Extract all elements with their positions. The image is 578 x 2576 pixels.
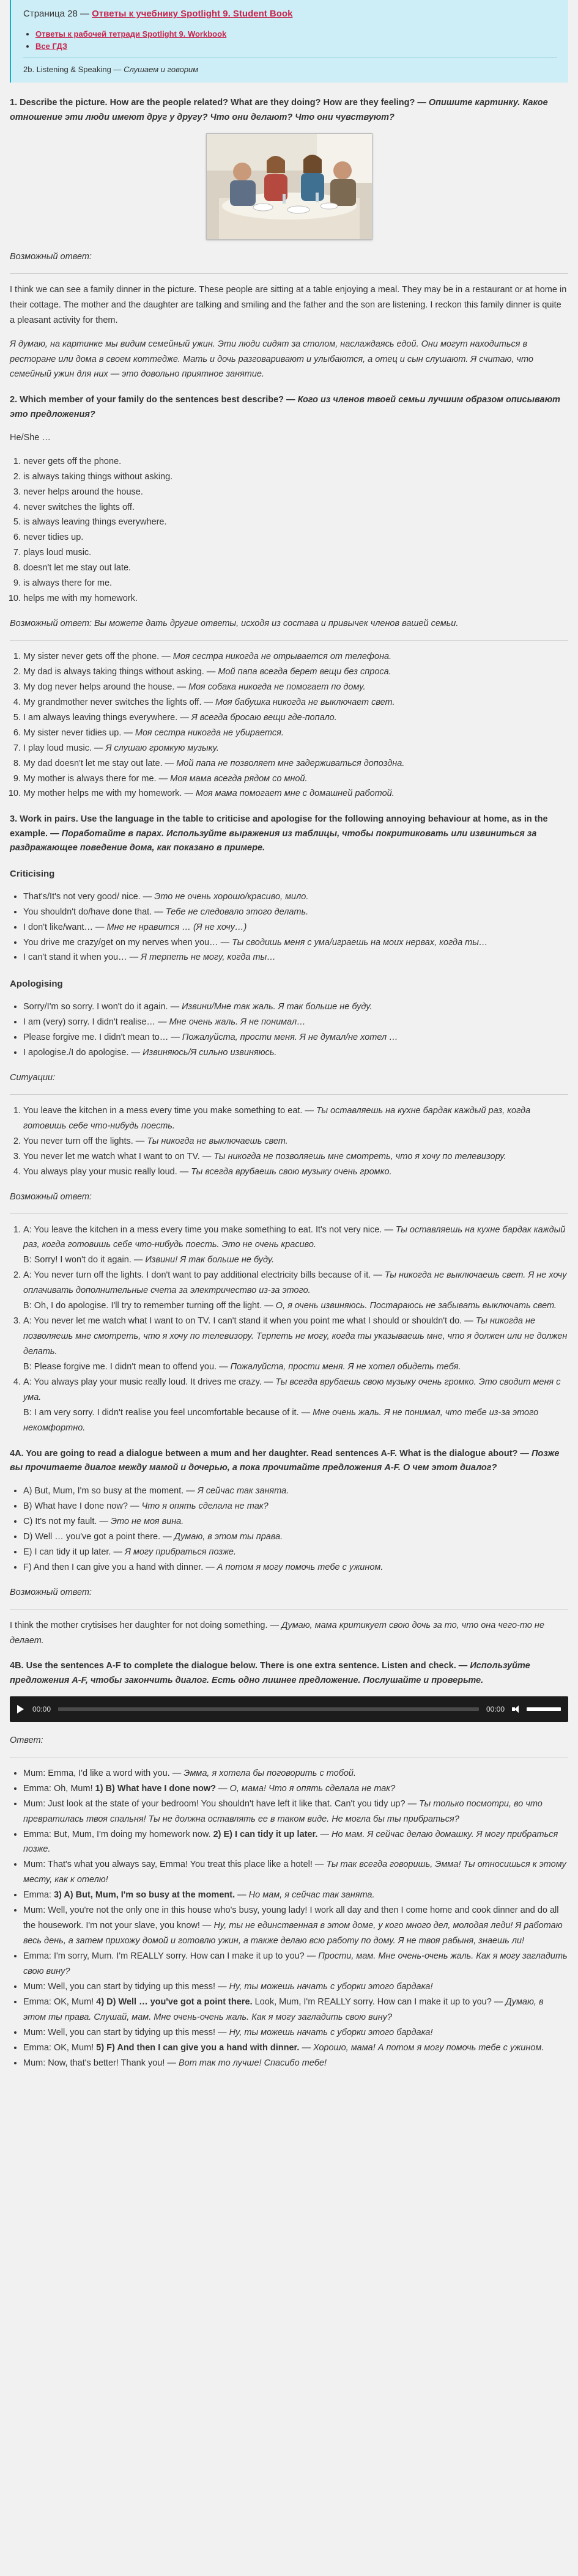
answer-label: Возможный ответ: <box>10 251 92 262</box>
answer-text-en: I think we can see a family dinner in the picture. These people are sitting at a table enjoying a meal. They may be in a restaurant or at home in their cottage. The mother and the daughter are talking and smiling and the father and the son are listening. I reckon this family dinner is quite a pleasant activity for them. <box>10 284 567 325</box>
list-item: 2. You never turn off the lights. — Ты никогда не выключаешь свет. <box>23 1134 568 1149</box>
current-time: 00:00 <box>32 1704 51 1713</box>
list-item: 10. helps me with my homework. <box>23 591 568 606</box>
question-text-ru: Используйте предложения A-F, чтобы закончить диалог. Есть одно лишнее предложение. Послушайте и проверьте. <box>10 1661 530 1685</box>
list-item: • Emma: But, Mum, I'm doing my homework now. 2) E) I can tidy it up later. — Но мам. Я сейчас делаю домашку. Я могу прибраться позже. <box>23 1827 568 1858</box>
page-label: Страница 28 — <box>23 9 92 19</box>
play-icon[interactable] <box>17 1705 24 1713</box>
answer-label: Возможный ответ: <box>10 1191 92 1202</box>
list-item: • Mum: Now, that's better! Thank you! — Вот так то лучше! Спасибо тебе! <box>23 2056 568 2071</box>
list-item: • Mum: Well, you can start by tidying up this mess! — Ну, ты можешь начать с уборки этого бардака! <box>23 2025 568 2041</box>
list-item: • Emma: OK, Mum! 5) F) And then I can give you a hand with dinner. — Хорошо, мама! А потом я могу помочь тебе с ужином. <box>23 2041 568 2056</box>
student-book-link[interactable]: Ответы к учебнику Spotlight 9. Student Book <box>92 9 293 19</box>
workbook-link[interactable]: Ответы к рабочей тетради Spotlight 9. Workbook <box>35 29 227 39</box>
section-title <box>23 63 557 76</box>
list-item: 10. My mother helps me with my homework. — Моя мама помогает мне с домашней работой. <box>23 786 568 801</box>
situations-list <box>10 1103 568 1180</box>
list-item: 1. never gets off the phone. <box>23 454 568 469</box>
list-item: 4. My grandmother never switches the lights off. — Моя бабушка никогда не выключает свет. <box>23 695 568 710</box>
list-item: 6. never tidies up. <box>23 530 568 545</box>
list-item: • Mum: That's what you always say, Emma! You treat this place like a hotel! — Ты так всегда говоришь, Эмма! Ты относишься к этому месту, как к отелю! <box>23 1857 568 1888</box>
volume-slider[interactable] <box>527 1707 561 1711</box>
section-label-ru: Слушаем и говорим <box>124 65 199 75</box>
list-item: • B) What have I done now? — Что я опять сделала не так? <box>23 1499 568 1514</box>
progress-slider[interactable] <box>58 1707 479 1711</box>
list-item: • A) But, Mum, I'm so busy at the moment. — Я сейчас так занята. <box>23 1484 568 1499</box>
list-item: 2. is always taking things without asking. <box>23 469 568 485</box>
breadcrumb <box>23 6 557 22</box>
answer-label <box>10 616 568 631</box>
list-item: 2. My dad is always taking things without asking. — Мой папа всегда берет вещи без спроса. <box>23 664 568 680</box>
list-item: 4. You always play your music really loud. — Ты всегда врубаешь свою музыку очень громко. <box>23 1165 568 1180</box>
list-item: • Mum: Well, you're not the only one in this house who's busy, young lady! I work all day and then I come home and cook dinner and do all the housework. I'm not your slave, you know! — Ну, ты не единственная в этом доме, у кого много дел, молодая леди! Я работаю весь день, а затем прихожу домой и готовлю ужин, а также делаю всю работу по дому. Я не твоя рабыня, знаешь ли! <box>23 1903 568 1949</box>
question-text: 2. Which member of your family do the sentences best describe? — <box>10 395 298 405</box>
list-item: 1. My sister never gets off the phone. — Моя сестра никогда не отрывается от телефона. <box>23 649 568 664</box>
question-text: 1. Describe the picture. How are the people related? What are they doing? How are they feeling? — <box>10 98 429 108</box>
question-3 <box>10 812 568 855</box>
answer-list <box>10 649 568 801</box>
sentences-a-f <box>10 1484 568 1575</box>
criticising-heading: Criticising <box>10 868 55 879</box>
answer-text-ru: Я думаю, на картинке мы видим семейный ужин. Эти люди сидят за столом, наслаждаясь едой. Они могут находиться в ресторане или дома в своем коттедже. Мать и дочь разговаривают и улыбаются, а отец и сын слушают. Я считаю, что семейный ужин для них — это довольно приятное занятие. <box>10 339 533 380</box>
list-item: 4. A: You always play your music really loud. It drives me crazy. — Ты всегда врубаешь свою музыку очень громко. Это сводит меня с ума. B: I am very sorry. I didn't realise you feel uncomfortable because of it. — Мне очень жаль. Я не понимал, что тебе из-за этого некомфортно. <box>23 1375 568 1436</box>
list-item: • You drive me crazy/get on my nerves when you… — Ты сводишь меня с ума/играешь на моих нервах, когда ты… <box>23 935 568 951</box>
list-item: • E) I can tidy it up later. — Я могу прибраться позже. <box>23 1545 568 1560</box>
question-1 <box>10 96 568 124</box>
situations-label: Ситуации: <box>10 1072 56 1083</box>
sentence-list <box>10 454 568 606</box>
duration: 00:00 <box>486 1704 505 1713</box>
list-item: 8. doesn't let me stay out late. <box>23 561 568 576</box>
section-label: 2b. Listening & Speaking — <box>23 65 124 75</box>
all-gdz-link[interactable]: Все ГДЗ <box>35 41 68 51</box>
answer-text: I think the mother crytisises her daughter for not doing something. — Думаю, мама критикует свою дочь за то, что она чего-то не делает. <box>10 1620 544 1646</box>
apologising-list <box>10 999 568 1061</box>
list-item: 5. I am always leaving things everywhere. — Я всегда бросаю вещи где-попало. <box>23 710 568 726</box>
list-item: • Emma: Oh, Mum! 1) B) What have I done now? — О, мама! Что я опять сделала не так? <box>23 1781 568 1797</box>
list-item: • I can't stand it when you… — Я терпеть не могу, когда ты… <box>23 950 568 965</box>
list-item: 7. I play loud music. — Я слушаю громкую музыку. <box>23 741 568 756</box>
picture-container <box>10 133 568 240</box>
list-item: • Mum: Emma, I'd like a word with you. — Эмма, я хотела бы поговорить с тобой. <box>23 1766 568 1781</box>
list-item: 9. My mother is always there for me. — Моя мама всегда рядом со мной. <box>23 771 568 787</box>
list-item: • Mum: Well, you can start by tidying up this mess! — Ну, ты можешь начать с уборки этого бардака! <box>23 1979 568 1995</box>
audio-player <box>10 1696 568 1722</box>
answer-label: Возможный ответ: <box>10 1587 92 1597</box>
apologising-heading: Apologising <box>10 979 63 990</box>
list-item: • That's/It's not very good/ nice. — Это не очень хорошо/красиво, мило. <box>23 889 568 905</box>
question-text: 4A. You are going to read a dialogue between a mum and her daughter. Read sentences A-F. What is the dialogue about? — <box>10 1448 532 1459</box>
list-item <box>35 28 557 40</box>
question-text-ru: Кого из членов твоей семьи лучшим образом описывают это предложения? <box>10 395 560 419</box>
list-item: 3. My dog never helps around the house. — Моя собака никогда не помогает по дому. <box>23 680 568 695</box>
answer-note: Вы можете дать другие ответы, исходя из состава и привычек членов вашей семьи. <box>94 619 459 629</box>
list-item: • Mum: Just look at the state of your bedroom! You shouldn't have left it like that. Can't you tidy up? — Ты только посмотри, во что превратилась твоя спальня! Ты не должна оставлять ее в таком виде. Не могла бы ты прибраться? <box>23 1797 568 1827</box>
related-links <box>23 28 557 53</box>
answer-label: Ответ: <box>10 1735 43 1745</box>
list-item: 3. never helps around the house. <box>23 485 568 500</box>
list-item: 1. A: You leave the kitchen in a mess every time you make something to eat. It's not very nice. — Ты оставляешь на кухне бардак каждый раз, когда готовишь себе что-нибудь поесть. Это не очень красиво. B: Sorry! I won't do it again. — Извини! Я так больше не буду. <box>23 1223 568 1268</box>
list-lead: He/She … <box>10 432 51 443</box>
question-4a <box>10 1447 568 1475</box>
answer-label-text: Возможный ответ: <box>10 619 94 629</box>
list-item: 3. You never let me watch what I want to on TV. — Ты никогда не позволяешь мне смотреть, что я хочу по телевизору. <box>23 1149 568 1165</box>
list-item: • C) It's not my fault. — Это не моя вина. <box>23 1514 568 1529</box>
list-item: • D) Well … you've got a point there. — Думаю, в этом ты права. <box>23 1529 568 1545</box>
criticising-list <box>10 889 568 966</box>
list-item: • I am (very) sorry. I didn't realise… — Мне очень жаль. Я не понимал… <box>23 1015 568 1030</box>
list-item: 5. is always leaving things everywhere. <box>23 515 568 530</box>
list-item: • F) And then I can give you a hand with dinner. — А потом я могу помочь тебе с ужином. <box>23 1560 568 1575</box>
question-4b <box>10 1659 568 1687</box>
list-item: 4. never switches the lights off. <box>23 500 568 515</box>
question-2 <box>10 393 568 421</box>
question-text-ru: Позже вы прочитаете диалог между мамой и дочерью, а пока прочитайте предложения A-F. О чем этот диалог? <box>10 1448 560 1473</box>
list-item: • You shouldn't do/have done that. — Тебе не следовало этого делать. <box>23 905 568 920</box>
list-item: 2. A: You never turn off the lights. I don't want to pay additional electricity bills because of it. — Ты никогда не выключаешь свет. Я не хочу оплачивать дополнительные счета за электричество из-за этого. B: Oh, I do apologise. I'll try to remember turning off the light. — О, я очень извиняюсь. Постараюсь не забывать выключать свет. <box>23 1268 568 1314</box>
navigation-box <box>10 0 568 83</box>
list-item: • I don't like/want… — Мне не нравится … (Я не хочу…) <box>23 920 568 935</box>
list-item: 1. You leave the kitchen in a mess every time you make something to eat. — Ты оставляешь на кухне бардак каждый раз, когда готовишь себе что-нибудь поесть. <box>23 1103 568 1134</box>
list-item <box>35 40 557 53</box>
dialogue-list <box>10 1223 568 1436</box>
question-text-ru: Опишите картинку. Какое отношение эти люди имеют друг у другу? Что они делают? Что они чувствуют? <box>10 98 548 122</box>
list-item: • Please forgive me. I didn't mean to… — Пожалуйста, прости меня. Я не думал/не хотел … <box>23 1030 568 1045</box>
list-item: 3. A: You never let me watch what I want to on TV. I can't stand it when you point me what I should or shouldn't do. — Ты никогда не позволяешь мне смотреть, что я хочу по телевизору. Терпеть не могу, когда ты указываешь мне, что я должен или не должен делать. B: Please forgive me. I didn't mean to offend you. — Пожалуйста, прости меня. Я не хотел обидеть тебя. <box>23 1314 568 1375</box>
question-text-ru: Поработайте в парах. Используйте выражения из таблицы, чтобы покритиковать или извиниться за раздражающее поведение дома, как показано в примере. <box>10 828 537 853</box>
volume-icon[interactable] <box>512 1706 521 1713</box>
question-text: 4B. Use the sentences A-F to complete the dialogue below. There is one extra sentence. Listen and check. — <box>10 1661 470 1671</box>
list-item: • Sorry/I'm so sorry. I won't do it again. — Извини/Мне так жаль. Я так больше не буду. <box>23 999 568 1015</box>
list-item: • Emma: OK, Mum! 4) D) Well … you've got a point there. Look, Mum, I'm REALLY sorry. How can I make it up to you? — Думаю, в этом ты права. Слушай, мам. Мне очень-очень жаль. Как я могу загладить свою вину? <box>23 1995 568 2025</box>
list-item: • Emma: I'm sorry, Mum. I'm REALLY sorry. How can I make it up to you? — Прости, мам. Мне очень-очень жаль. Как я могу загладить свою вину? <box>23 1949 568 1979</box>
question-text: 3. Work in pairs. Use the language in the table to criticise and apologise for the following annoying behaviour at home, as in the example. — <box>10 814 548 839</box>
family-dinner-photo <box>206 133 372 240</box>
completed-dialogue <box>10 1766 568 2071</box>
list-item: 8. My dad doesn't let me stay out late. — Мой папа не позволяет мне задерживаться допоздна. <box>23 756 568 771</box>
list-item: • I apologise./I do apologise. — Извиняюсь/Я сильно извиняюсь. <box>23 1045 568 1061</box>
list-item: 7. plays loud music. <box>23 545 568 561</box>
list-item: • Emma: 3) A) But, Mum, I'm so busy at the moment. — Но мам, я сейчас так занята. <box>23 1888 568 1903</box>
list-item: 6. My sister never tidies up. — Моя сестра никогда не убирается. <box>23 726 568 741</box>
list-item: 9. is always there for me. <box>23 576 568 591</box>
